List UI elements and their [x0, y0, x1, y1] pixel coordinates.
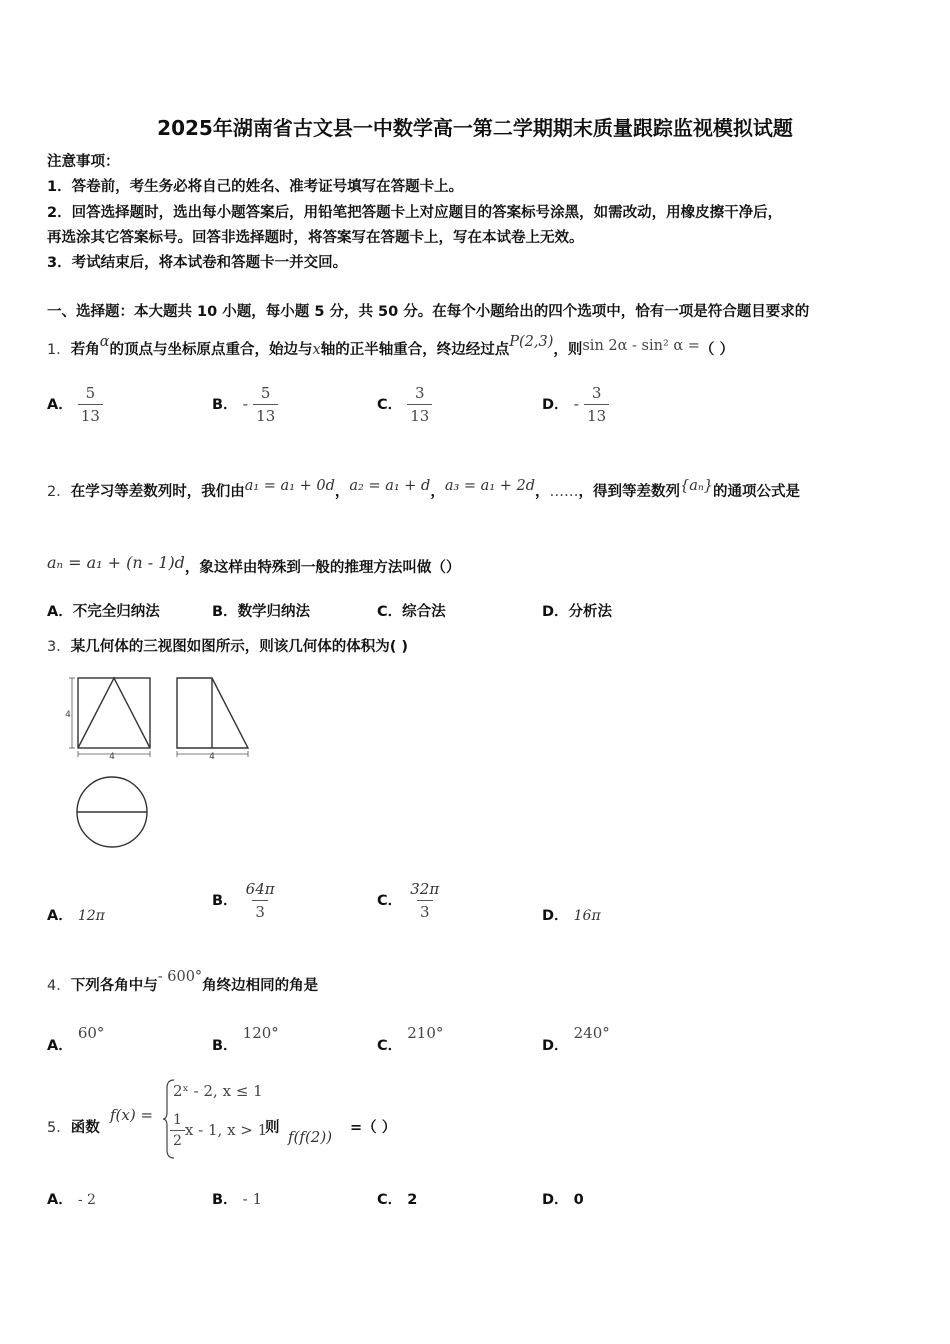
front-view: [78, 678, 150, 748]
q2-text: ，象这样由特殊到一般的推理方法叫做（）: [184, 560, 461, 576]
q5-option-b[interactable]: [212, 1188, 262, 1209]
numerator: 64π: [245, 880, 275, 898]
question-number: 4．: [47, 978, 71, 994]
section-heading: 一、选择题：本大题共 10 小题，每小题 5 分，共 50 分。在每个小题给出的四个选项中，恰有一项是符合题目要求的: [47, 304, 810, 320]
q1-option-a[interactable]: [47, 384, 103, 425]
option-text: 不完全归纳法: [72, 604, 160, 620]
option-label: A．: [47, 397, 73, 413]
option-fraction: [243, 880, 278, 921]
question-2-stem-cont: [47, 553, 461, 578]
option-label: A．: [47, 1192, 73, 1208]
question-1-stem: [47, 334, 734, 360]
option-text: - 1: [242, 1190, 263, 1208]
option-text: 12π: [77, 908, 105, 924]
q5-case-2: [170, 1112, 267, 1149]
q1-x: x: [312, 342, 321, 358]
q5-case-1: 2ˣ - 2, x ≤ 1: [173, 1082, 263, 1100]
q4-option-b[interactable]: [212, 1022, 279, 1054]
q1-option-d[interactable]: [542, 384, 609, 425]
option-label: B．: [212, 604, 238, 620]
q2-expr-3: a₃ = a₁ + 2d: [444, 478, 536, 494]
denominator: 2: [170, 1130, 185, 1149]
denominator: 13: [584, 404, 609, 425]
numerator: 3: [591, 384, 602, 402]
option-label: B．: [212, 1192, 238, 1208]
option-text: 60°: [77, 1024, 105, 1042]
option-fraction: [253, 384, 278, 425]
option-label: B．: [212, 397, 238, 413]
option-fraction: [407, 880, 442, 921]
option-label: A．: [47, 1038, 73, 1054]
question-3-stem: [47, 637, 408, 657]
q5-half-fraction: [170, 1112, 185, 1149]
notice-item: 再选涂其它答案标号。回答非选择题时，将答案写在答题卡上，写在本试卷上无效。: [47, 230, 584, 246]
option-label: D．: [542, 397, 569, 413]
q2-expr-2: a₂ = a₁ + d: [349, 478, 431, 494]
option-text: - 2: [77, 1192, 96, 1208]
option-label: B．: [212, 1038, 238, 1054]
question-number: 2．: [47, 484, 71, 500]
front-view-square: [78, 678, 150, 748]
option-sign: -: [573, 394, 580, 413]
q3-text: 某几何体的三视图如图所示，则该几何体的体积为( ): [70, 639, 409, 655]
q2-ellipsis: ……: [549, 484, 579, 500]
q5-fx: f(x) =: [110, 1106, 154, 1124]
q5-text: 函数: [70, 1120, 100, 1136]
q2-sequence: {aₙ}: [680, 478, 713, 494]
denominator: 13: [407, 404, 432, 425]
denominator: 13: [253, 404, 278, 425]
denominator: 3: [252, 900, 268, 921]
option-label: C．: [377, 1038, 403, 1054]
q3-option-b[interactable]: [212, 880, 278, 921]
option-label: A．: [47, 604, 73, 620]
question-4-stem: [47, 969, 319, 996]
q1-point: P(2,3): [509, 334, 554, 350]
q3-option-a[interactable]: [47, 904, 105, 925]
q4-option-d[interactable]: [542, 1022, 610, 1054]
q1-alpha: α: [99, 334, 110, 350]
denominator: 3: [417, 900, 433, 921]
q5-then: 则: [265, 1120, 280, 1136]
q1-text: 的顶点与坐标原点重合，始边与: [109, 342, 313, 358]
q2-text: 在学习等差数列时，我们由: [70, 484, 245, 500]
option-label: D．: [542, 1192, 569, 1208]
option-fraction: [407, 384, 432, 425]
question-number: 1．: [47, 342, 71, 358]
option-text: 数学归纳法: [237, 604, 311, 620]
q1-text: ，则: [553, 342, 583, 358]
width-label: 4: [209, 752, 215, 762]
q2-comma: ，: [535, 484, 550, 500]
question-number: 5．: [47, 1120, 71, 1136]
q1-text: 若角: [70, 342, 100, 358]
q2-text: 的通项公式是: [713, 484, 800, 500]
q2-option-d[interactable]: [542, 602, 612, 622]
q4-text: 下列各角中与: [70, 978, 158, 994]
option-label: B．: [212, 893, 238, 909]
option-label: D．: [542, 908, 569, 924]
option-label: A．: [47, 908, 73, 924]
side-view: [177, 678, 248, 748]
option-label: C．: [377, 397, 403, 413]
option-label: C．: [377, 1192, 403, 1208]
numerator: 5: [260, 384, 271, 402]
q1-option-c[interactable]: [377, 384, 432, 425]
numerator: 1: [173, 1112, 182, 1128]
question-number: 3．: [47, 639, 71, 655]
option-text: 综合法: [402, 604, 446, 620]
option-fraction: [584, 384, 609, 425]
q2-comma: ，: [334, 484, 350, 500]
q1-option-b[interactable]: [212, 384, 278, 425]
q3-option-d[interactable]: [542, 904, 601, 925]
q1-text: 轴的正半轴重合，终边经过点: [320, 342, 510, 358]
numerator: 5: [85, 384, 96, 402]
q5-option-a[interactable]: [47, 1188, 96, 1209]
q1-expression: sin 2α - sin² α =: [582, 338, 700, 354]
q2-formula: aₙ = a₁ + (n - 1)d: [47, 553, 185, 572]
three-view-figure: [60, 672, 260, 852]
option-text: 120°: [242, 1024, 279, 1042]
option-text: 210°: [407, 1024, 444, 1042]
notice-item: 2．回答选择题时，选出每小题答案后，用铅笔把答题卡上对应题目的答案标号涂黑，如需改动，用橡皮擦干净后，: [47, 205, 783, 221]
option-text: 0: [573, 1192, 584, 1208]
notice-item: 3．考试结束后，将本试卷和答题卡一并交回。: [47, 255, 348, 271]
height-label: 4: [65, 710, 71, 720]
denominator: 13: [78, 404, 103, 425]
q2-option-a[interactable]: [47, 602, 160, 622]
q5-equals-blank: =（ ）: [350, 1120, 397, 1136]
q5-case-2-text: x - 1, x > 1: [184, 1121, 268, 1139]
q4-text: 角终边相同的角是: [202, 978, 319, 994]
q4-option-a[interactable]: [47, 1022, 105, 1054]
question-5-label: [47, 1118, 100, 1138]
q2-option-b[interactable]: [212, 602, 310, 622]
top-view: [77, 777, 147, 847]
q2-text: ，得到等差数列: [578, 484, 681, 500]
q2-comma: ，: [430, 484, 445, 500]
q4-angle: - 600°: [157, 969, 203, 985]
numerator: 32π: [410, 880, 440, 898]
page-title: 2025年湖南省古文县一中数学高一第二学期期末质量跟踪监视模拟试题: [157, 116, 793, 140]
width-label: 4: [109, 752, 115, 762]
notice-item: 1．答卷前，考生务必将自己的姓名、准考证号填写在答题卡上。: [47, 179, 464, 195]
question-2-stem: [47, 478, 800, 502]
front-view-triangle: [78, 678, 150, 748]
option-label: C．: [377, 604, 403, 620]
q4-option-c[interactable]: [377, 1022, 444, 1054]
q3-option-c[interactable]: [377, 880, 442, 921]
option-fraction: [78, 384, 103, 425]
notice-heading: 注意事项：: [47, 154, 120, 170]
option-text: 240°: [573, 1024, 610, 1042]
option-text: 分析法: [568, 604, 613, 620]
q5-option-c[interactable]: [377, 1188, 417, 1209]
option-text: 2: [407, 1192, 418, 1208]
option-label: D．: [542, 604, 569, 620]
q1-text: （ ）: [699, 342, 734, 358]
q2-option-c[interactable]: [377, 602, 446, 622]
option-label: C．: [377, 893, 403, 909]
option-text: 16π: [573, 908, 601, 924]
numerator: 3: [415, 384, 425, 402]
option-sign: -: [242, 394, 249, 413]
q5-ffx: f(f(2)): [288, 1128, 333, 1146]
q2-expr-1: a₁ = a₁ + 0d: [244, 478, 335, 494]
q5-option-d[interactable]: [542, 1188, 584, 1209]
option-label: D．: [542, 1038, 569, 1054]
